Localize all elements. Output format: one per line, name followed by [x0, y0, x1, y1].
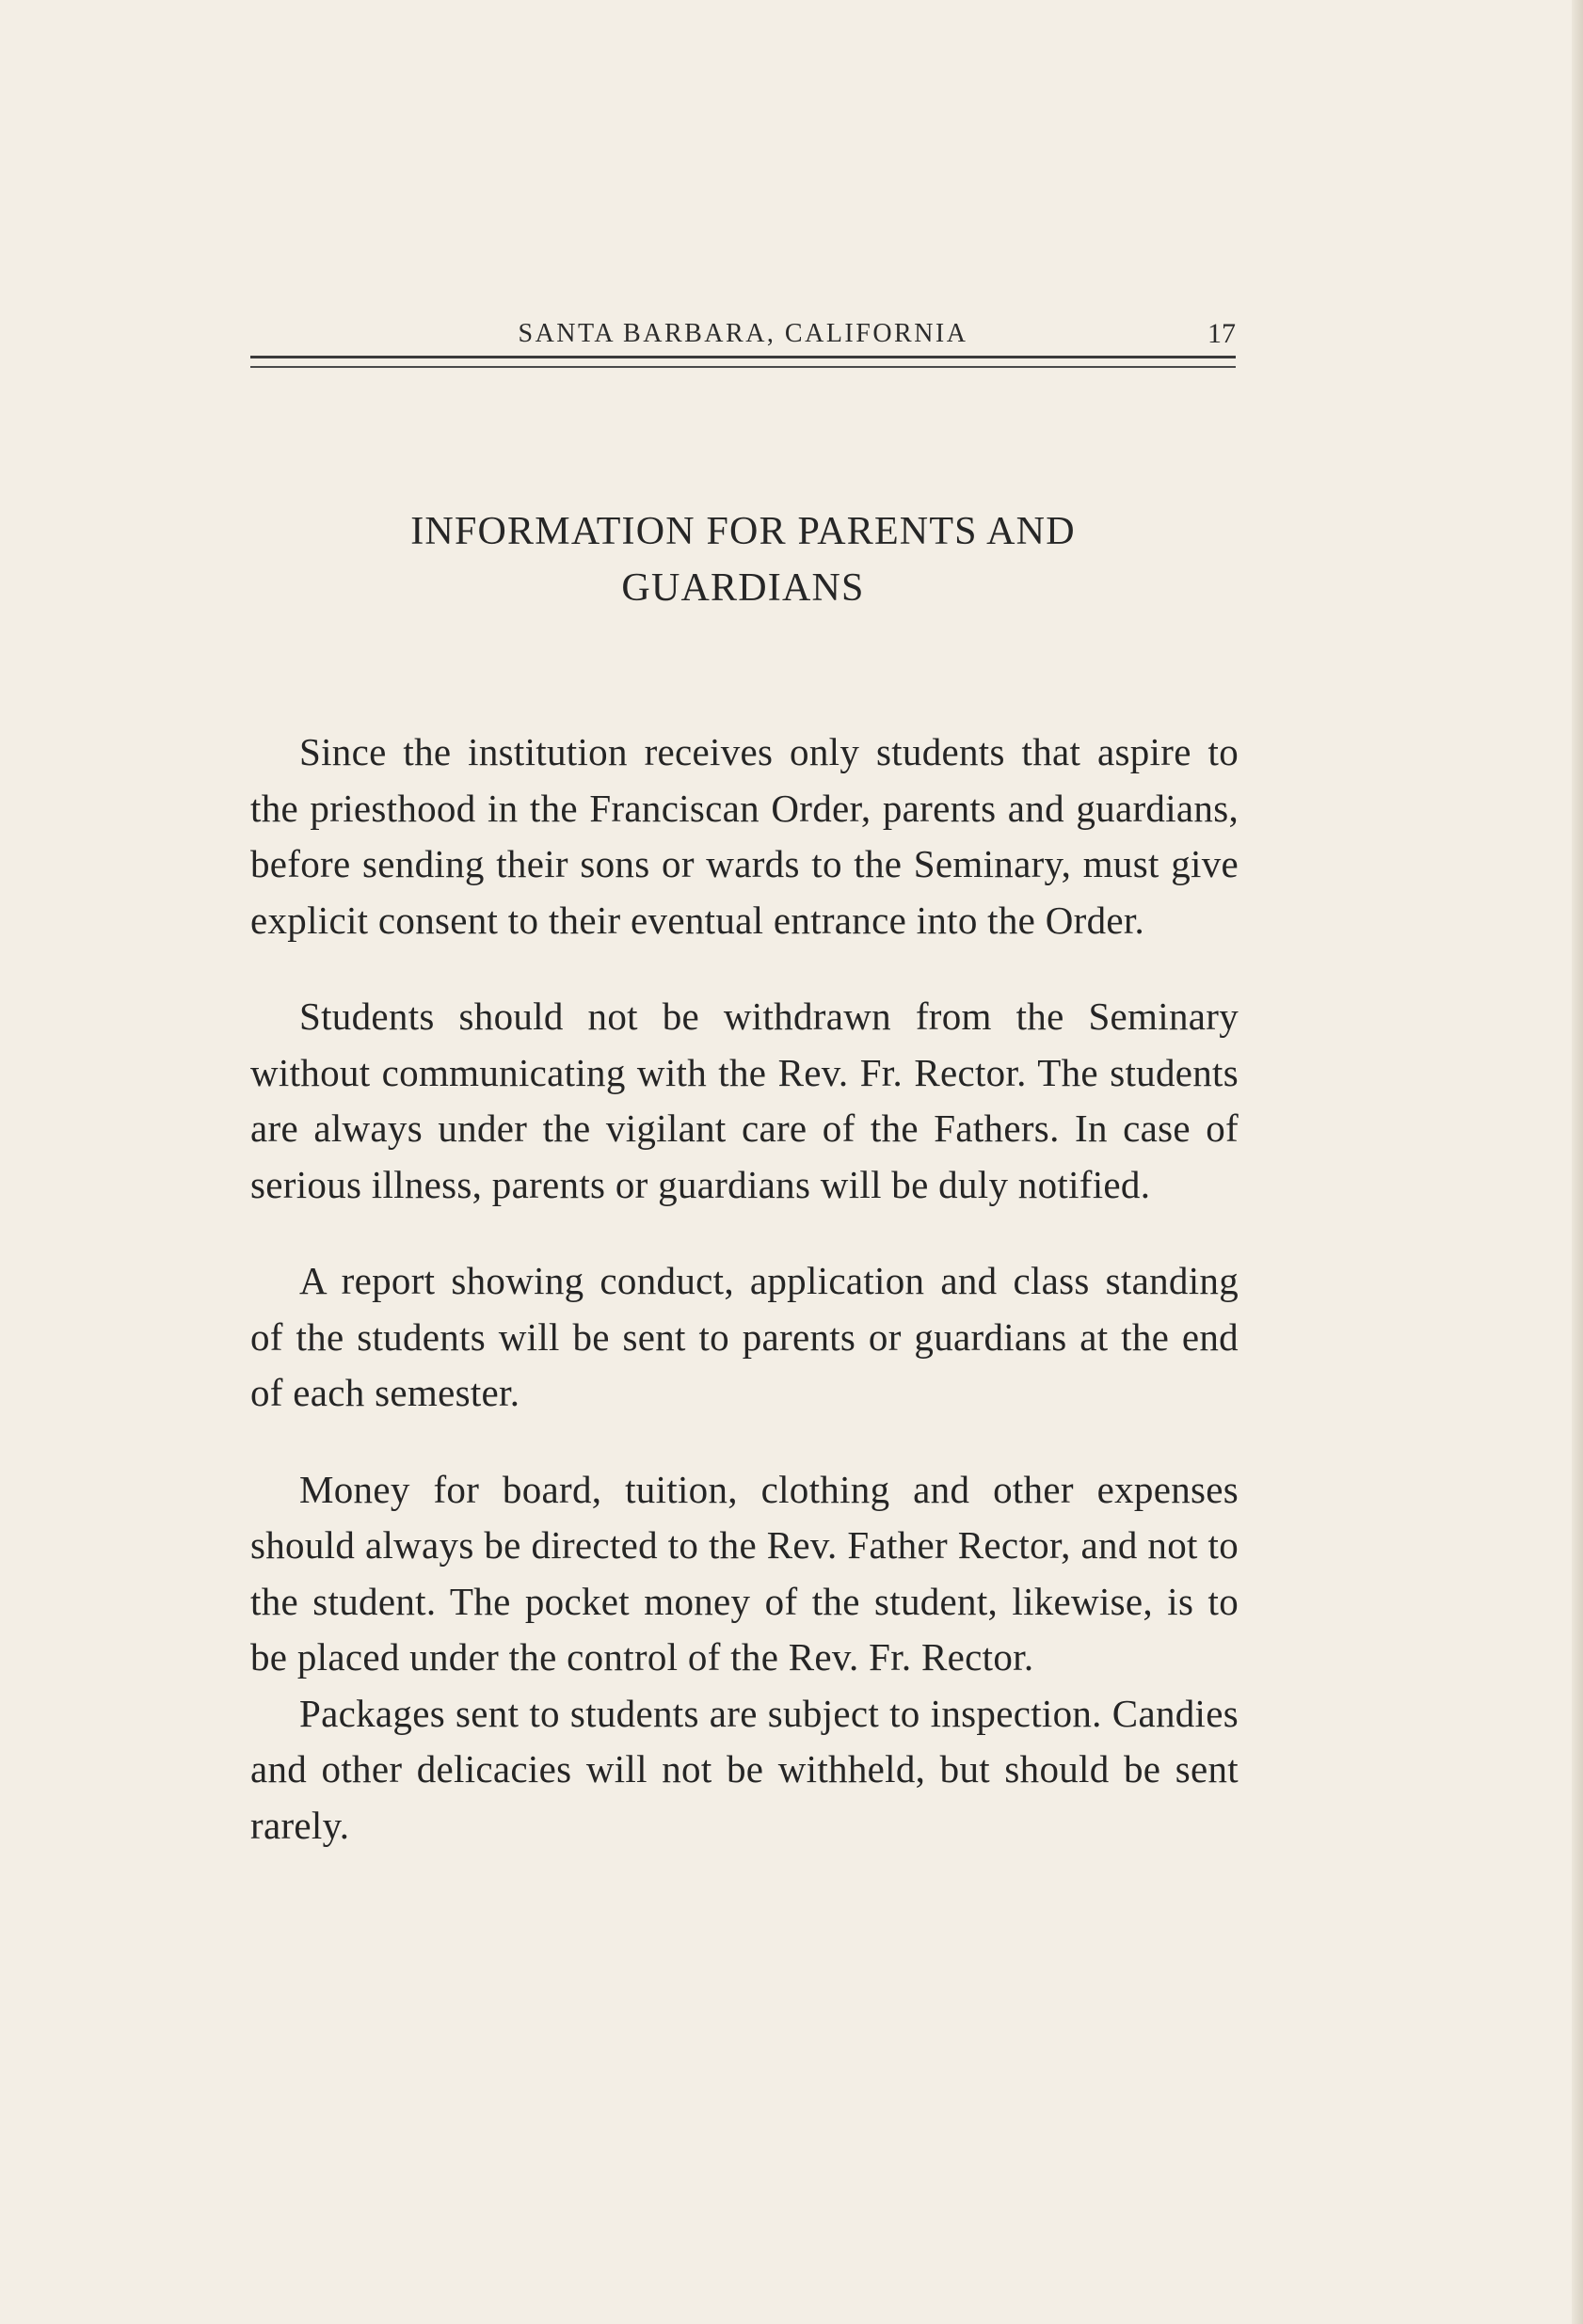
title-line-2: GUARDIANS [621, 566, 865, 610]
page-number: 17 [1207, 318, 1236, 349]
paragraph-report: A report showing conduct, application and class standing of the students will be sent to parents or guardians at the end of each semester. [250, 1259, 1239, 1414]
paragraph-withdrawal: Students should not be withdrawn from the Seminary without communicating with the Rev. Fr. Rector. The students are always under the vigilant care of the Fathers. In case of serious illness, parents or guardians will be duly notified. [250, 995, 1239, 1206]
paragraph-packages: Packages sent to students are subject to inspection. Candies and other delicacies will not be withheld, but should be sent rarely. [250, 1691, 1239, 1847]
paragraph-consent: Since the institution receives only students that aspire to the priesthood in the Franciscan Order, parents and guardians, before sending their sons or wards to the Seminary, must give explicit consent to their eventual entrance into the Order. [250, 730, 1239, 942]
paragraph-money: Money for board, tuition, clothing and other expenses should always be directed to the Rev. Father Rector, and not to the student. The pocket money of the student, likewise, is to be placed under the control of the Rev. Fr. Rector. [250, 1467, 1239, 1679]
title-line-1: INFORMATION FOR PARENTS AND [410, 510, 1076, 553]
running-head: SANTA BARBARA, CALIFORNIA [518, 319, 968, 348]
header-rule-thin [250, 366, 1236, 368]
page-edge-shadow [1572, 0, 1583, 2324]
body-text [250, 724, 1239, 1854]
page-title [250, 503, 1236, 616]
header-rule-thick [250, 356, 1236, 358]
